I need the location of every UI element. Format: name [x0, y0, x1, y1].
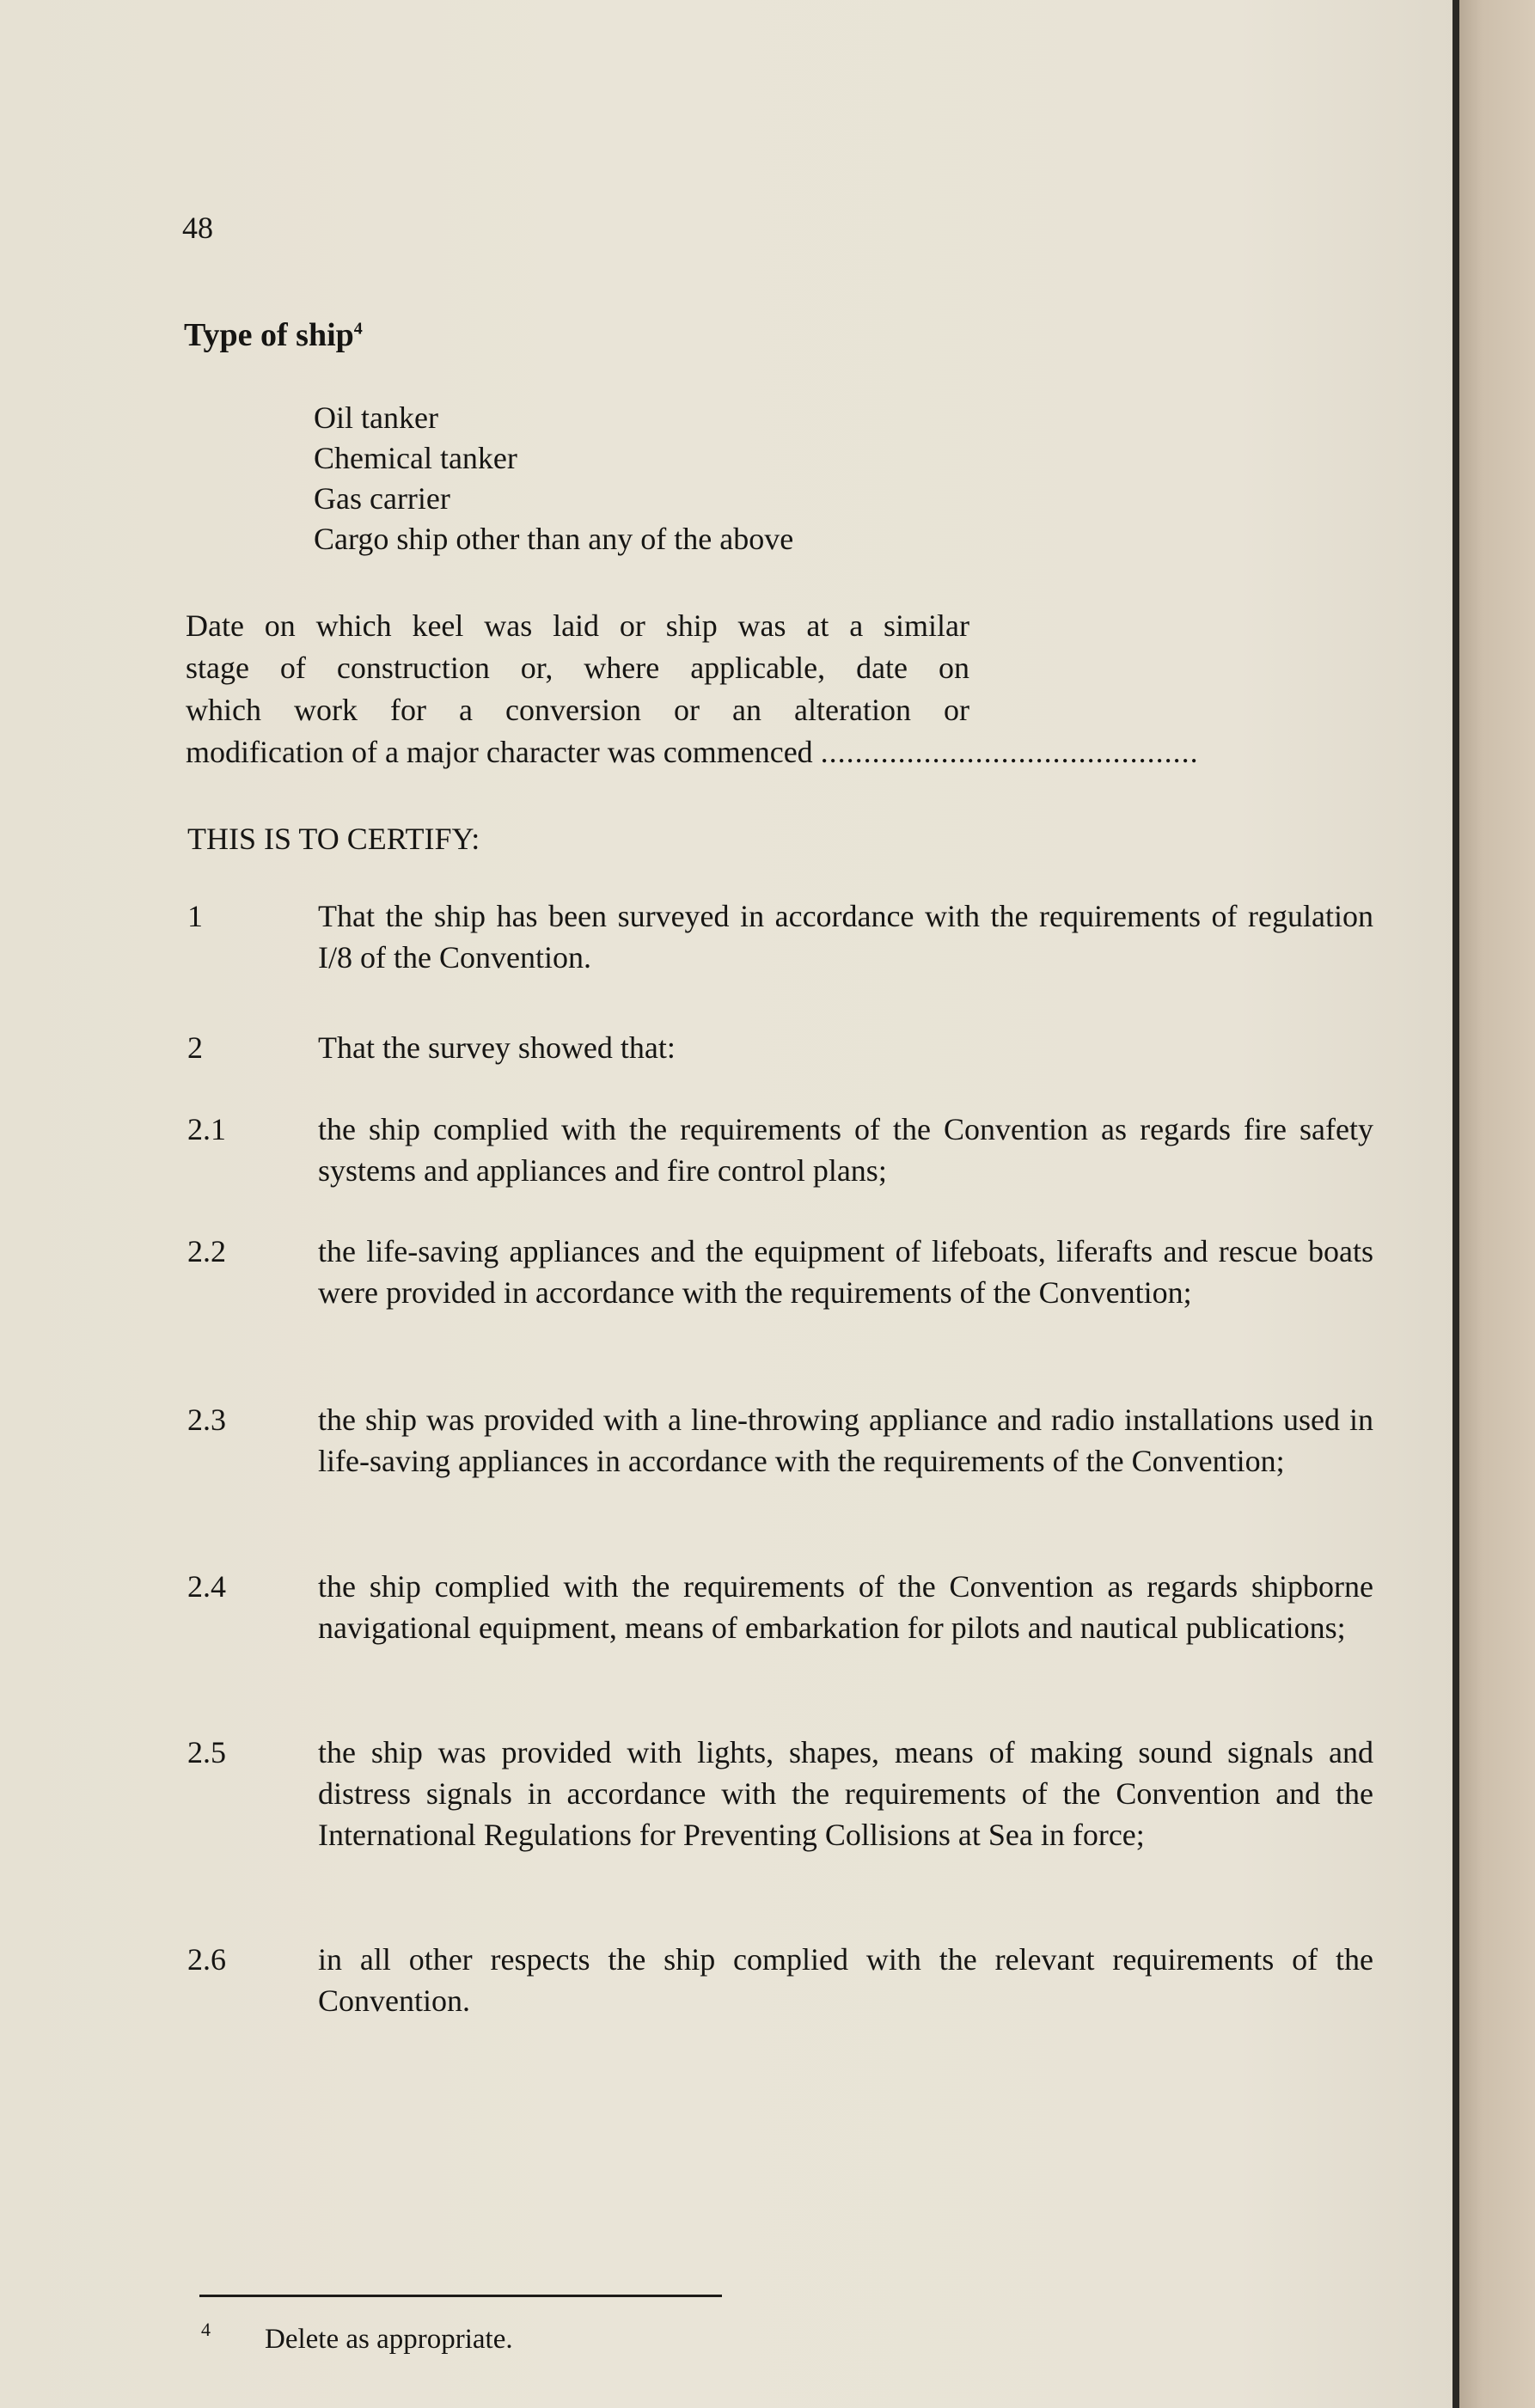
ship-type-option: Cargo ship other than any of the above	[314, 522, 794, 556]
certify-heading: THIS IS TO CERTIFY:	[187, 822, 480, 856]
item-text: That the ship has been surveyed in accordance with the requirements of regulation I/8 of the Convention.	[318, 899, 1373, 975]
item-number: 2.6	[187, 1942, 226, 1977]
item-number: 2.5	[187, 1735, 226, 1769]
page-number: 48	[182, 211, 213, 245]
keel-date-fill-in-blank: ............................................	[820, 735, 1199, 769]
keel-date-line: Date on which keel was laid or ship was at a similar	[186, 608, 969, 643]
item-number: 1	[187, 899, 203, 933]
item-number: 2	[187, 1030, 203, 1065]
item-number: 2.2	[187, 1234, 226, 1268]
footnote-text: Delete as appropriate.	[265, 2324, 513, 2355]
keel-date-line: which work for a conversion or an alteration or	[186, 693, 969, 727]
ship-type-option: Oil tanker	[314, 400, 438, 435]
ship-type-list	[314, 398, 793, 559]
item-text: the ship was provided with lights, shapes, means of making sound signals and distress signals in accordance with the requirements of the Convention and the International Regulations for Preventing Collisions at Sea in force;	[318, 1735, 1373, 1852]
item-text: the ship complied with the requirements of the Convention as regards fire safety systems and appliances and fire control plans;	[318, 1112, 1373, 1188]
item-text: the life-saving appliances and the equipment of lifeboats, liferafts and rescue boats were provided in accordance with the requirements of the Convention;	[318, 1234, 1373, 1310]
item-text: the ship complied with the requirements of the Convention as regards shipborne navigational equipment, means of embarkation for pilots and nautical publications;	[318, 1569, 1373, 1645]
item-number: 2.1	[187, 1112, 226, 1146]
footnote-separator	[199, 2295, 722, 2297]
item-number: 2.4	[187, 1569, 226, 1604]
keel-date-line: modification of a major character was commenced	[186, 735, 813, 769]
page-edge	[1459, 0, 1535, 2408]
ship-type-option: Chemical tanker	[314, 441, 517, 475]
keel-date-last-line	[186, 731, 1199, 773]
book-spine-shadow	[1452, 0, 1459, 2408]
ship-type-option: Gas carrier	[314, 481, 450, 516]
footnote-mark: 4	[201, 2319, 211, 2340]
item-text: the ship was provided with a line-throwing appliance and radio installations used in life-saving appliances in accordance with the requirements of the Convention;	[318, 1403, 1373, 1478]
item-number: 2.3	[187, 1403, 226, 1437]
type-of-ship-heading	[184, 316, 363, 354]
keel-date-paragraph	[186, 605, 1199, 773]
footnote-reference: 4	[353, 319, 363, 339]
keel-date-line: stage of construction or, where applicable, date on	[186, 651, 969, 685]
item-text: in all other respects the ship complied with the relevant requirements of the Convention.	[318, 1942, 1373, 2018]
item-text: That the survey showed that:	[318, 1030, 676, 1065]
heading-text: Type of ship	[184, 317, 354, 353]
